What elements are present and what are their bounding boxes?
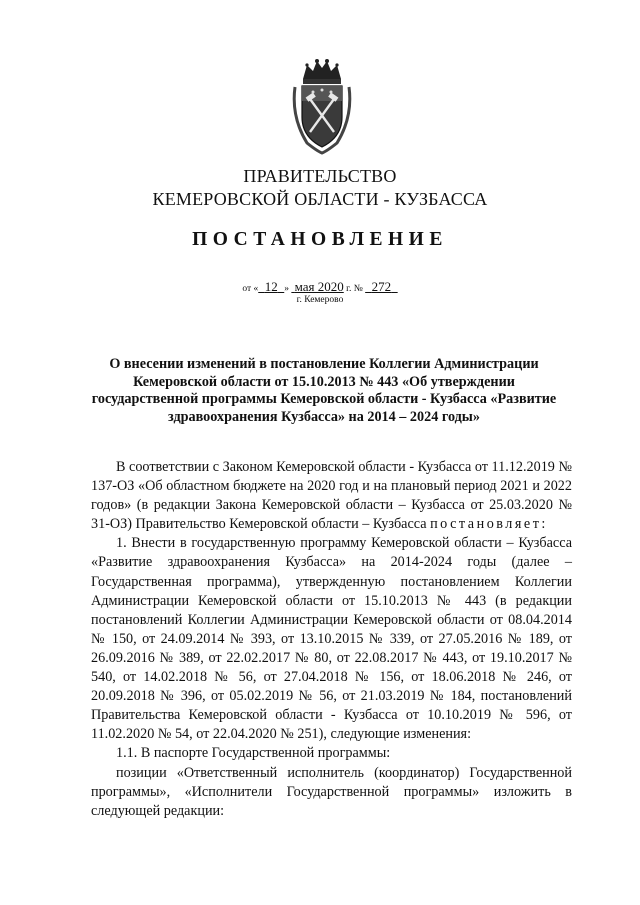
- document-date-number: [0, 279, 640, 295]
- kemerovo-coat-of-arms-icon: [289, 57, 355, 155]
- date-day: 12: [264, 279, 278, 294]
- paragraph-positions: позиции «Ответственный исполнитель (координатор) Государственной программы», «Исполнители Государственной программы» изложить в следующей редакции:: [91, 764, 572, 819]
- city-name: г. Кемерово: [296, 295, 344, 305]
- date-prefix: от «: [242, 284, 259, 294]
- date-mid: »: [284, 284, 289, 294]
- spaced-keyword: постановляет:: [430, 516, 548, 533]
- date-year-suffix: г.: [346, 284, 352, 294]
- document-heading: О внесении изменений в постановление Коллегии Администрации Кемеровской области от 15.10.2013 № 443 «Об утверждении государственной программы Кемеровской области - Кузбасса «Развитие здравоохранения Кузбасса» на 2014 – 2024 годы»: [91, 356, 557, 425]
- paragraph-item-1: 1. Внести в государственную программу Кемеровской области – Кузбасса «Развитие здравоохранения Кузбасса» на 2014-2024 годы (далее – Государственная программа), утвержденную постановлением Коллегии Администрации Кемеровской области от 15.10.2013 № 443 (в редакции постановлений Коллегии Администрации Кемеровской области от 08.04.2014 № 150, от 24.09.2014 № 393, от 13.10.2015 № 339, от 27.05.2016 № 189, от 26.09.2016 № 389, от 22.02.2017 № 80, от 22.08.2017 № 443, от 19.10.2017 № 540, от 14.02.2018 № 56, от 27.04.2018 № 156, от 18.06.2018 № 246, от 20.09.2018 № 396, от 05.02.2019 № 56, от 21.03.2019 № 184, постановлений Правительства Кемеровской области - Кузбасса от 10.10.2019 № 596, от 11.02.2020 № 54, от 22.04.2020 № 251), следующие изменения:: [91, 535, 572, 743]
- number-label: №: [353, 284, 363, 294]
- date-month-year: мая 2020: [294, 279, 344, 294]
- coat-of-arms-emblem: [289, 57, 355, 155]
- paragraph-item-1-1: 1.1. В паспорте Государственной программы:: [116, 745, 391, 762]
- government-name-line1: ПРАВИТЕЛЬСТВО: [243, 166, 397, 186]
- paragraph-preamble: В соответствии с Законом Кемеровской области - Кузбасса от 11.12.2019 № 137-ОЗ «Об областном бюджете на 2020 год и на плановый период 2021 и 2022 годов» (в редакции Закона Кемеровской области – Кузбасса от 25.03.2020 № 31-ОЗ) Правительство Кемеровской области – Кузбасса постановляет:: [91, 459, 572, 533]
- document-type-title: ПОСТАНОВЛЕНИЕ: [192, 229, 448, 250]
- document-number: 272: [371, 279, 392, 294]
- government-name-line2: КЕМЕРОВСКОЙ ОБЛАСТИ - КУЗБАССА: [152, 189, 488, 209]
- document-body: [91, 458, 572, 821]
